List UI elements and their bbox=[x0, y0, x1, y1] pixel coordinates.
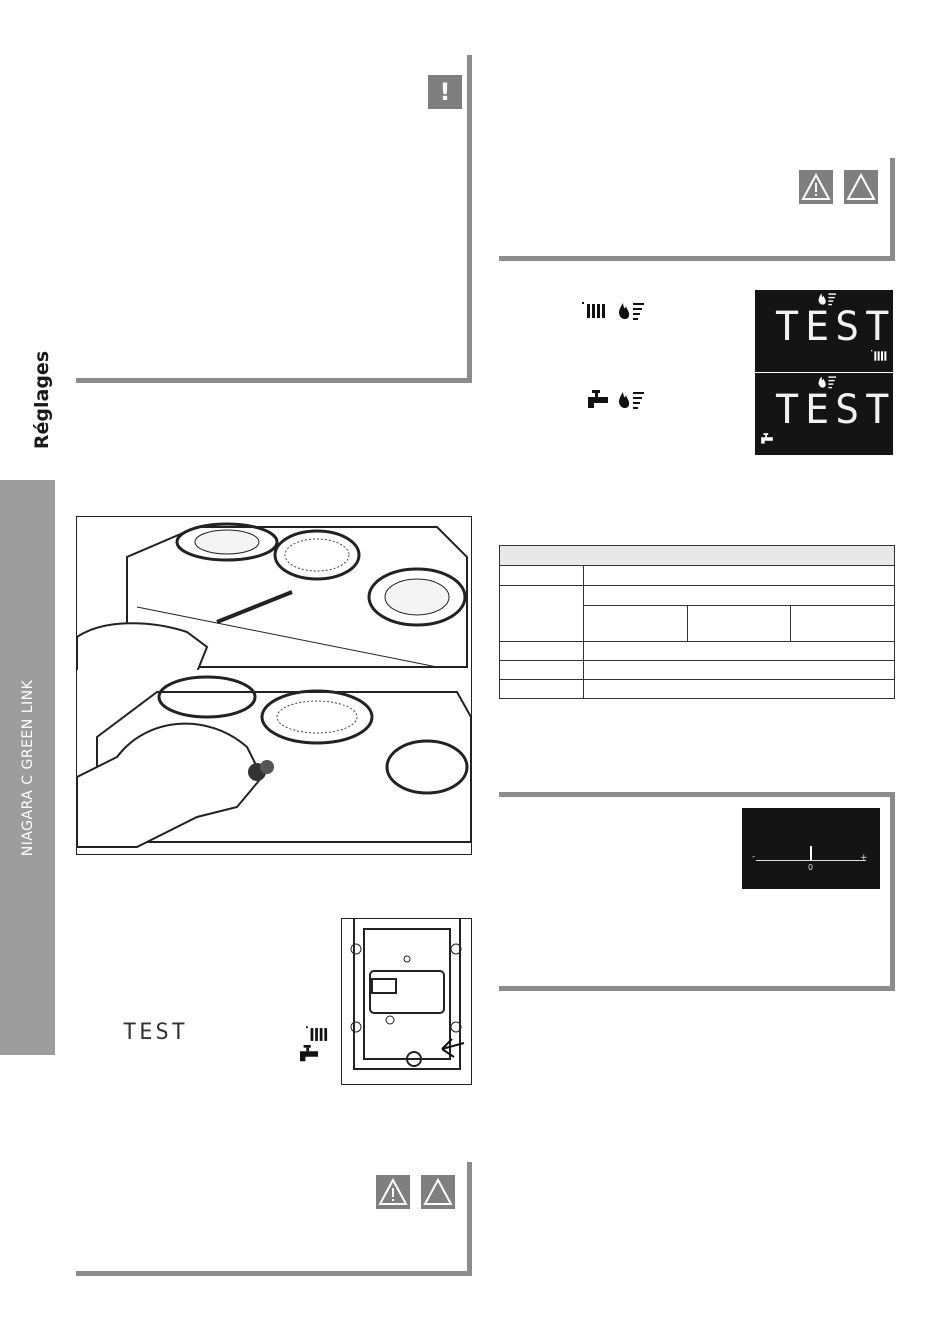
product-band-label: NIAGARA C GREEN LINK bbox=[19, 679, 36, 856]
caution-triangle-icon bbox=[844, 170, 878, 204]
display-offset-scale bbox=[742, 808, 880, 889]
caution-triangle-icon bbox=[421, 1175, 455, 1209]
table-cell bbox=[500, 586, 584, 642]
scale-zero-label: 0 bbox=[808, 863, 814, 872]
warning-box-bottom-rule bbox=[499, 256, 895, 261]
warning-box-right-rule bbox=[467, 1162, 472, 1276]
table-cell bbox=[687, 606, 791, 642]
display-text: TEST bbox=[775, 387, 896, 433]
display-test-text: TEST bbox=[123, 1020, 188, 1045]
tap-icon bbox=[760, 433, 774, 445]
scale-line bbox=[756, 860, 866, 861]
warning-box-right-rule bbox=[890, 158, 895, 260]
warning-box-bottom-rule bbox=[76, 1271, 472, 1276]
table-cell bbox=[500, 661, 584, 680]
table-cell bbox=[584, 642, 895, 661]
note-box-right-rule bbox=[467, 55, 472, 383]
tap-icon bbox=[586, 390, 610, 410]
control-board-illustration bbox=[341, 918, 472, 1085]
scale-marker bbox=[810, 846, 812, 860]
flame-icon bbox=[617, 301, 645, 321]
warning-triangle-icon bbox=[376, 1175, 410, 1209]
flame-icon bbox=[617, 390, 645, 410]
table-cell bbox=[500, 642, 584, 661]
burner-adjustment-illustration bbox=[76, 516, 472, 855]
table-cell bbox=[584, 606, 688, 642]
table-cell bbox=[500, 566, 584, 586]
table-cell bbox=[584, 566, 895, 586]
exclamation-icon: ! bbox=[428, 75, 462, 109]
note-box-right-rule bbox=[890, 792, 895, 990]
section-title-label: Réglages bbox=[31, 350, 53, 450]
radiator-icon bbox=[306, 1026, 328, 1043]
note-box-bottom-rule bbox=[76, 378, 472, 383]
section-title bbox=[22, 345, 62, 455]
display-dhw-test bbox=[755, 373, 896, 455]
table-cell bbox=[584, 661, 895, 680]
scale-plus-label: + bbox=[860, 853, 868, 863]
settings-table bbox=[499, 545, 895, 699]
note-box-top-rule bbox=[499, 792, 895, 797]
radiator-icon bbox=[582, 302, 606, 320]
product-band bbox=[0, 480, 55, 1055]
table-cell bbox=[584, 586, 895, 606]
display-text: TEST bbox=[775, 304, 896, 350]
warning-triangle-icon bbox=[799, 170, 833, 204]
scale-minus-label: - bbox=[752, 852, 756, 862]
table-header-row bbox=[500, 546, 895, 566]
note-box-bottom-rule bbox=[499, 986, 895, 991]
radiator-icon bbox=[871, 350, 887, 362]
tap-icon bbox=[298, 1045, 320, 1063]
display-heating-test bbox=[755, 290, 896, 372]
table-cell bbox=[500, 680, 584, 699]
table-cell bbox=[791, 606, 895, 642]
table-cell bbox=[584, 680, 895, 699]
